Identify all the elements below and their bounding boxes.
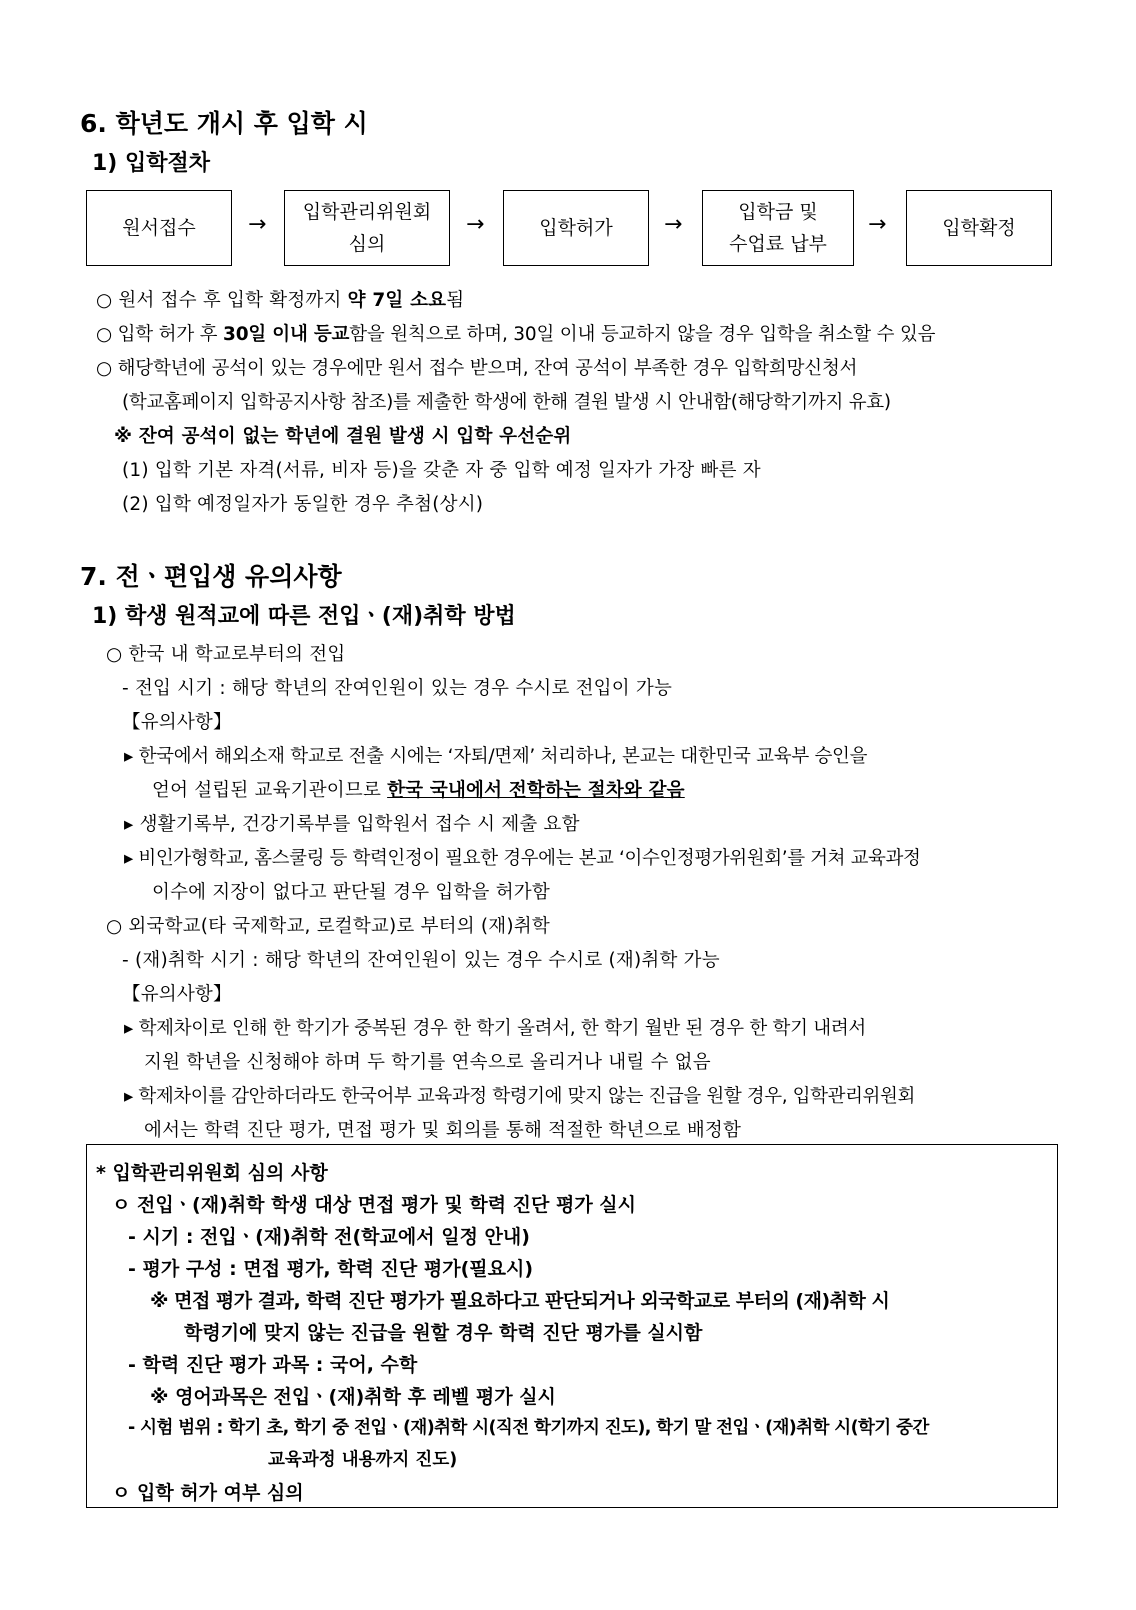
flow-step-2-line1: 입학관리위원회 [302, 201, 432, 223]
box-dash-4-line2: 교육과정 내용까지 진도) [268, 1450, 458, 1470]
sec6-note-item-2: (2) 입학 예정일자가 동일한 경우 추첨(상시) [122, 494, 484, 515]
sec6-para-3-line2: (학교홈페이지 입학공지사항 참조)를 제출한 학생에 한해 결원 발생 시 안내함(해당학기까지 유효) [122, 392, 891, 413]
sec7-b-bullet-1-line1: ▸ 학제차이로 인해 한 학기가 중복된 경우 한 학기 올려서, 한 학기 월반 된 경우 한 학기 내려서 [124, 1018, 866, 1039]
sec6-note-item-1: (1) 입학 기본 자격(서류, 비자 등)을 갖춘 자 중 입학 예정 일자가 가장 빠른 자 [122, 460, 761, 481]
sec7-a-dash: - 전입 시기 : 해당 학년의 잔여인원이 있는 경우 수시로 전입이 가능 [122, 678, 673, 699]
sec7-b-caution: 【유의사항】 [122, 984, 232, 1005]
box-dash-2: - 평가 구성 : 면접 평가, 학력 진단 평가(필요시) [128, 1258, 534, 1280]
sec7-b-bullet-2-line1: ▸ 학제차이를 감안하더라도 한국어부 교육과정 학령기에 맞지 않는 진급을 원할 경우, 입학관리위원회 [124, 1086, 915, 1107]
sec7-a-bullet-3-line1: ▸ 비인가형학교, 홈스쿨링 등 학력인정이 필요한 경우에는 본교 ‘이수인정평가위원회’를 거쳐 교육과정 [124, 848, 921, 869]
section-6-title: 6. 학년도 개시 후 입학 시 [80, 109, 368, 138]
flow-step-5 [906, 190, 1052, 266]
sec6-para-1-b: 약 7일 소요 [347, 290, 447, 311]
sec7-a-bullet-1-line2 [152, 776, 685, 802]
sec7-a-caution: 【유의사항】 [122, 712, 232, 733]
flow-step-3 [503, 190, 649, 266]
sec7-a-bullet-1-line2-a: 얻어 설립된 교육기관이므로 [152, 780, 388, 801]
sec6-para-2-b: 30일 이내 등교 [223, 324, 350, 345]
sec7-b-heading: ○ 외국학교(타 국제학교, 로컬학교)로 부터의 (재)취학 [106, 916, 550, 937]
flow-step-5-line1: 입학확정 [942, 217, 1016, 239]
sec6-para-3-line1: ○ 해당학년에 공석이 있는 경우에만 원서 접수 받으며, 잔여 공석이 부족한 경우 입학희망신청서 [96, 358, 858, 379]
sec6-para-1-c: 됨 [446, 290, 465, 311]
flow-arrow-2: → [466, 212, 485, 237]
sec7-a-bullet-1-line1: ▸ 한국에서 해외소재 학교로 전출 시에는 ‘자퇴/면제’ 처리하나, 본교는 대한민국 교육부 승인을 [124, 746, 868, 767]
section-7-title: 7. 전ㆍ편입생 유의사항 [80, 562, 342, 591]
flow-step-2 [284, 190, 450, 266]
flow-arrow-4: → [868, 212, 887, 237]
sec7-a-bullet-1-line2-b: 한국 국내에서 전학하는 절차와 같음 [387, 780, 685, 801]
flow-arrow-3: → [664, 212, 683, 237]
sec6-para-1 [96, 286, 464, 312]
section-7-sub-1: 1) 학생 원적교에 따른 전입ㆍ(재)취학 방법 [92, 604, 516, 629]
sec7-b-bullet-2-line2: 에서는 학력 진단 평가, 면접 평가 및 회의를 통해 적절한 학년으로 배정함 [144, 1120, 742, 1141]
flow-step-4 [702, 190, 854, 266]
flow-step-2-line2: 심의 [348, 233, 386, 255]
sec7-a-bullet-3-line2: 이수에 지장이 없다고 판단될 경우 입학을 허가함 [152, 882, 550, 903]
box-note-1-line1: ※ 면접 평가 결과, 학력 진단 평가가 필요하다고 판단되거나 외국학교로 부터의 (재)취학 시 [150, 1290, 890, 1312]
flow-step-4-line1: 입학금 및 [738, 201, 818, 223]
box-item-1: ㅇ 전입ㆍ(재)취학 학생 대상 면접 평가 및 학력 진단 평가 실시 [112, 1194, 637, 1216]
box-note-2: ※ 영어과목은 전입ㆍ(재)취학 후 레벨 평가 실시 [150, 1386, 556, 1408]
sec7-a-heading: ○ 한국 내 학교로부터의 전입 [106, 644, 346, 665]
flow-step-3-line1: 입학허가 [539, 217, 613, 239]
box-dash-3: - 학력 진단 평가 과목 : 국어, 수학 [128, 1354, 418, 1376]
section-6-sub-1: 1) 입학절차 [92, 151, 211, 176]
flow-step-4-line2: 수업료 납부 [729, 233, 827, 255]
sec7-b-dash: - (재)취학 시기 : 해당 학년의 잔여인원이 있는 경우 수시로 (재)취학 가능 [122, 950, 720, 971]
flow-arrow-1: → [248, 212, 267, 237]
box-item-2: ㅇ 입학 허가 여부 심의 [112, 1482, 304, 1504]
flow-step-1-line1: 원서접수 [122, 217, 196, 239]
box-dash-1: - 시기 : 전입ㆍ(재)취학 전(학교에서 일정 안내) [128, 1226, 530, 1248]
flow-step-1 [86, 190, 232, 266]
sec6-para-2 [96, 320, 935, 346]
sec6-para-2-a: ○ 입학 허가 후 [96, 324, 224, 345]
sec6-para-1-a: ○ 원서 접수 후 입학 확정까지 [96, 290, 348, 311]
sec7-b-bullet-1-line2: 지원 학년을 신청해야 하며 두 학기를 연속으로 올리거나 내릴 수 없음 [144, 1052, 711, 1073]
box-note-1-line2: 학령기에 맞지 않는 진급을 원할 경우 학력 진단 평가를 실시함 [184, 1322, 703, 1344]
box-dash-4-line1: - 시험 범위 : 학기 초, 학기 중 전입ㆍ(재)취학 시(직전 학기까지 진도), 학기 말 전입ㆍ(재)취학 시(학기 중간 [128, 1418, 929, 1438]
sec6-note: ※ 잔여 공석이 없는 학년에 결원 발생 시 입학 우선순위 [114, 426, 572, 447]
box-title: * 입학관리위원회 심의 사항 [96, 1162, 328, 1184]
sec7-a-bullet-2: ▸ 생활기록부, 건강기록부를 입학원서 접수 시 제출 요함 [124, 814, 580, 835]
sec6-para-2-c: 함을 원칙으로 하며, 30일 이내 등교하지 않을 경우 입학을 취소할 수 있음 [349, 324, 936, 345]
